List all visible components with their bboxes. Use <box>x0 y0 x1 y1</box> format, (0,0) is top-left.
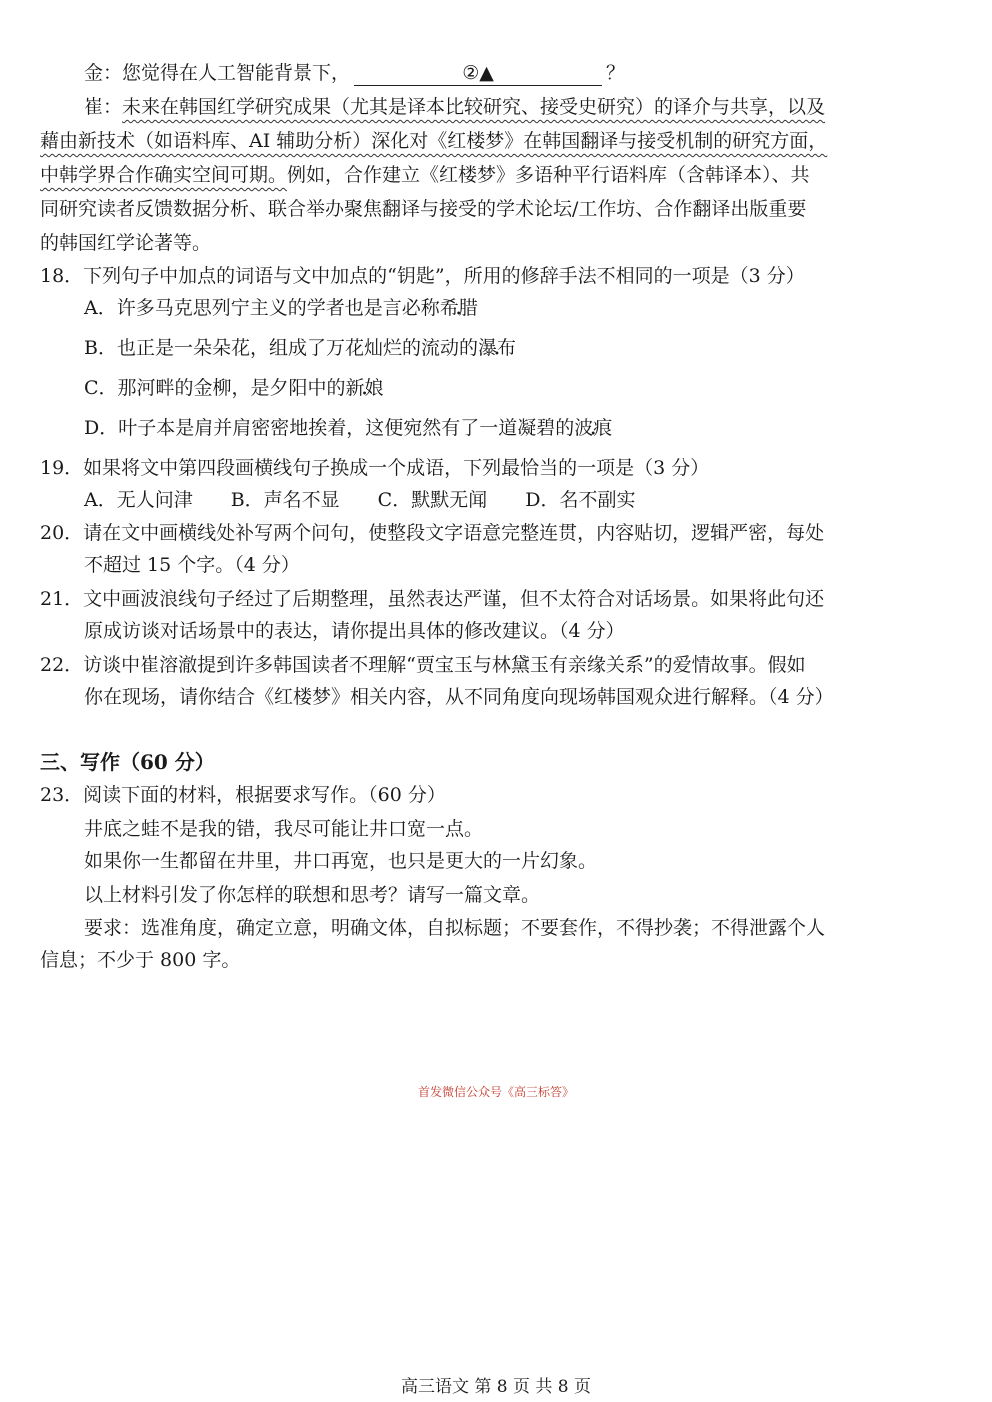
question-18-stem: 18．下列句子中加点的词语与文中加点的“钥匙”，所用的修辞手法不相同的一项是（3 分） <box>40 265 805 287</box>
material-line-2: 如果你一生都留在井里，井口再宽，也只是更大的一片幻象。 <box>84 850 598 872</box>
jin-question-text: 金：您觉得在人工智能背景下， <box>84 62 351 84</box>
cui-speaker: 崔： <box>84 96 123 118</box>
dialogue-cui-1 <box>84 92 825 122</box>
option-a-text: A．许多马克思列宁主义的学者也是言必称 <box>84 297 440 319</box>
dialogue-cui-3 <box>40 160 810 190</box>
wavy-sentence-part-1: 未来在韩国红学研究成果（尤其是译本比较研究、接受史研究）的译介与共享，以及 <box>122 96 826 118</box>
option-c-text: C．那河畔的金柳，是夕阳中的 <box>84 377 346 399</box>
answer-blank-2: ②▲ <box>354 61 602 86</box>
question-19-options: A．无人问津 B．声名不显 C．默默无闻 D．名不副实 <box>84 489 636 511</box>
watermark-text: 首发微信公众号《高三标答》 <box>417 1085 574 1099</box>
cui-text-4: 同研究读者反馈数据分析、联合举办聚焦翻译与接受的学术论坛/工作坊、合作翻译出版重要 <box>40 198 807 220</box>
jin-question-end: ？ <box>606 62 626 84</box>
question-23-stem: 23．阅读下面的材料，根据要求写作。（60 分） <box>40 784 446 806</box>
option-b-text: B．也正是一朵朵花，组成了万花灿烂的流动的 <box>84 337 478 359</box>
question-20-line-2: 不超过 15 个字。（4 分） <box>84 554 300 576</box>
requirements-line-1: 要求：选准角度，确定立意，明确文体，自拟标题；不要套作，不得抄袭；不得泄露个人 <box>84 917 826 939</box>
question-18-option-c <box>84 373 384 403</box>
option-d-dotted-word: 波痕 • <box>574 413 612 443</box>
material-prompt: 以上材料引发了你怎样的联想和思考？请写一篇文章。 <box>84 884 541 906</box>
question-22-line-1: 22．访谈中崔溶澈提到许多韩国读者不理解“贾宝玉与林黛玉有亲缘关系”的爱情故事。假如 <box>40 654 806 676</box>
dialogue-jin <box>84 58 625 88</box>
cui-text-5: 的韩国红学论著等。 <box>40 232 212 254</box>
page-footer: 高三语文 第 8 页 共 8 页 <box>400 1377 592 1397</box>
material-line-1: 井底之蛙不是我的错，我尽可能让井口宽一点。 <box>84 818 484 840</box>
dialogue-cui-2 <box>40 126 827 156</box>
question-18-option-a <box>84 293 478 323</box>
wavy-sentence-part-2: 藉由新技术（如语料库、AI 辅助分析）深化对《红楼梦》在韩国翻译与接受机制的研究方面， <box>40 130 828 152</box>
cui-text-3: 例如，合作建立《红楼梦》多语种平行语料库（含韩译本）、共 <box>287 164 810 186</box>
question-18-option-d <box>84 413 612 443</box>
question-21-line-1: 21．文中画波浪线句子经过了后期整理，虽然表达严谨，但不太符合对话场景。如果将此句还 <box>40 588 825 610</box>
option-d-text: D．叶子本是肩并肩密密地挨着，这便宛然有了一道凝碧的 <box>84 417 575 439</box>
question-20-line-1: 20．请在文中画横线处补写两个问句，使整段文字语意完整连贯，内容贴切，逻辑严密，每处 <box>40 522 825 544</box>
section-3-heading: 三、写作（60 分） <box>40 750 215 774</box>
dialogue-cui-4 <box>40 194 806 224</box>
option-b-dotted-word: 瀑布 • <box>478 333 516 363</box>
wavy-sentence-part-3: 中韩学界合作确实空间可期。 <box>40 164 288 186</box>
dialogue-cui-5 <box>40 228 211 258</box>
option-a-dotted-word: 希腊 • <box>440 293 478 323</box>
requirements-line-2: 信息；不少于 800 字。 <box>40 949 241 971</box>
question-21-line-2: 原成访谈对话场景中的表达，请你提出具体的修改建议。（4 分） <box>84 620 625 642</box>
question-18-option-b <box>84 333 516 363</box>
question-19-stem: 19．如果将文中第四段画横线句子换成一个成语，下列最恰当的一项是（3 分） <box>40 457 710 479</box>
option-c-dotted-word: 新娘 • <box>346 373 384 403</box>
question-22-line-2: 你在现场，请你结合《红楼梦》相关内容，从不同角度向现场韩国观众进行解释。（4 分） <box>84 686 834 708</box>
